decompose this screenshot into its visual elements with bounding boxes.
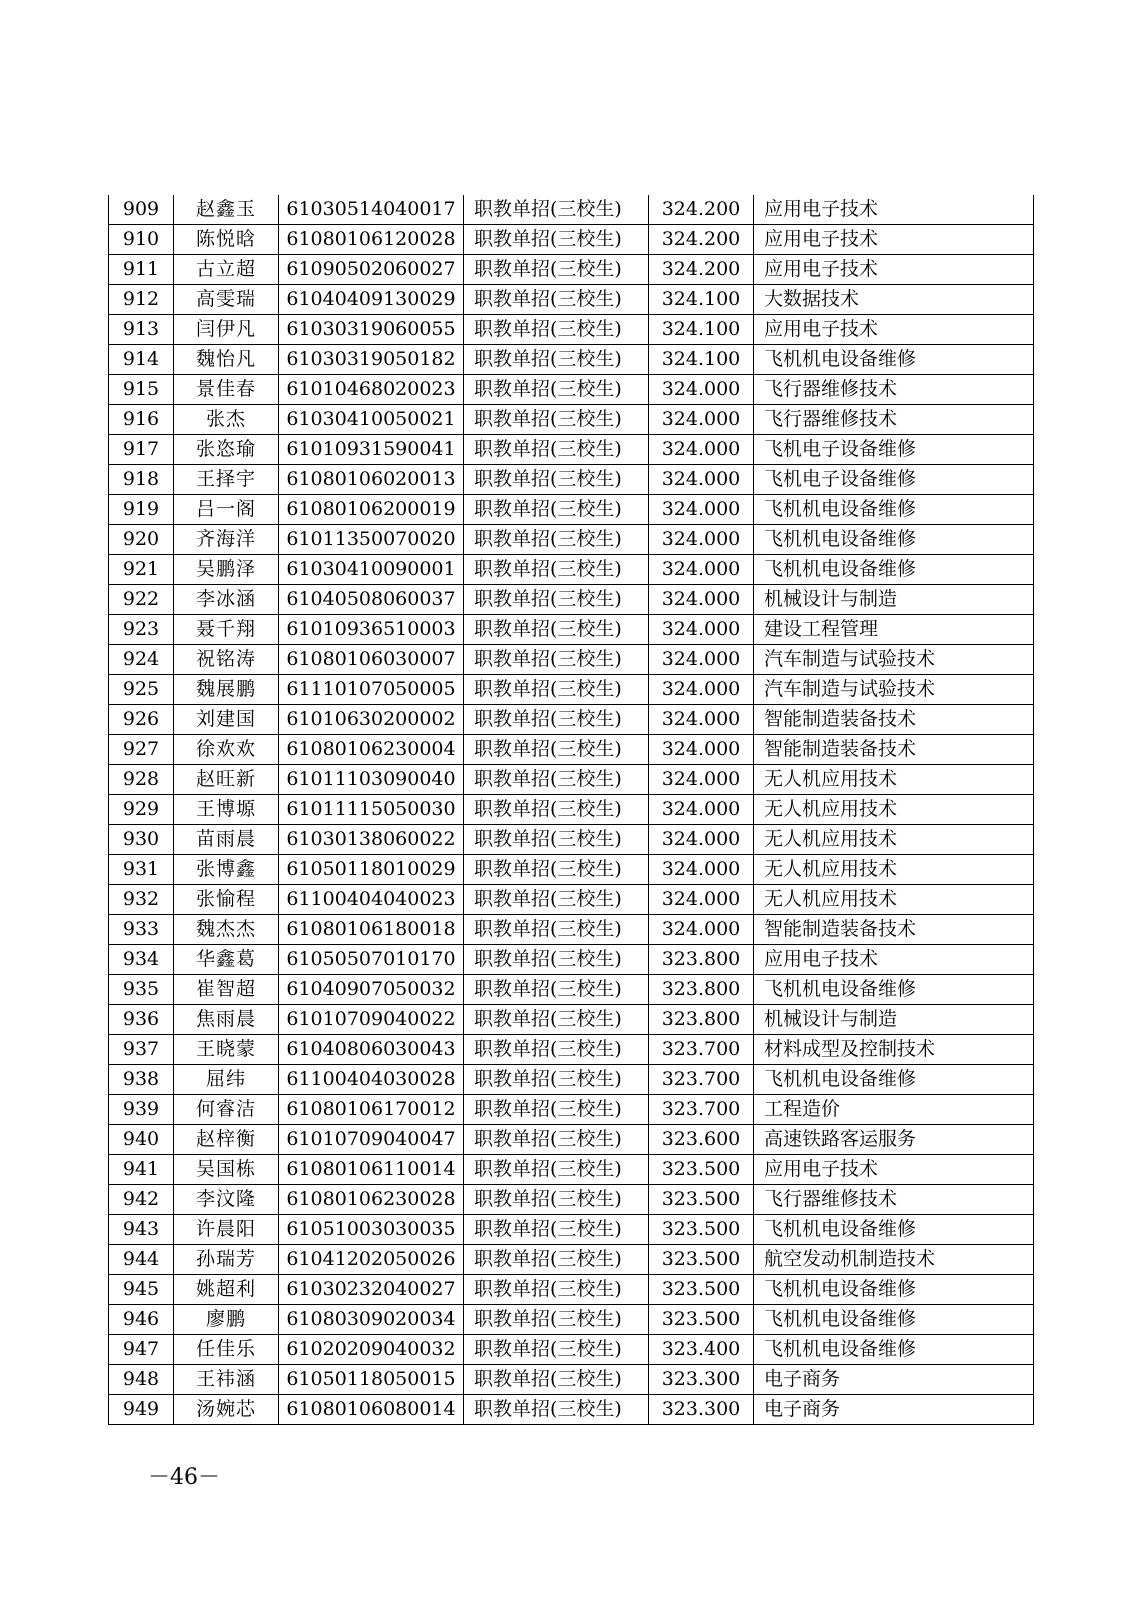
category-cell: 职教单招(三校生): [464, 765, 649, 795]
score-cell: 324.000: [649, 735, 754, 765]
major-cell: 机械设计与制造: [754, 585, 1034, 615]
name-cell: 华鑫葛: [174, 945, 279, 975]
category-cell: 职教单招(三校生): [464, 555, 649, 585]
exam-id-cell: 61011115050030: [279, 795, 464, 825]
name-cell: 吴国栋: [174, 1155, 279, 1185]
name-cell: 焦雨晨: [174, 1005, 279, 1035]
exam-id-cell: 61080106200019: [279, 495, 464, 525]
major-cell: 无人机应用技术: [754, 795, 1034, 825]
major-cell: 飞机电子设备维修: [754, 465, 1034, 495]
roster-body: [109, 195, 1034, 1425]
major-cell: 工程造价: [754, 1095, 1034, 1125]
category-cell: 职教单招(三校生): [464, 825, 649, 855]
exam-id-cell: 61030138060022: [279, 825, 464, 855]
exam-id-cell: 61041202050026: [279, 1245, 464, 1275]
exam-id-cell: 61090502060027: [279, 255, 464, 285]
exam-id-cell: 61080106110014: [279, 1155, 464, 1185]
rank-cell: 937: [109, 1035, 174, 1065]
category-cell: 职教单招(三校生): [464, 1275, 649, 1305]
major-cell: 飞机机电设备维修: [754, 345, 1034, 375]
score-cell: 323.700: [649, 1065, 754, 1095]
score-cell: 324.100: [649, 315, 754, 345]
name-cell: 张恣瑜: [174, 435, 279, 465]
major-cell: 无人机应用技术: [754, 855, 1034, 885]
category-cell: 职教单招(三校生): [464, 645, 649, 675]
name-cell: 何睿洁: [174, 1095, 279, 1125]
table-row: [109, 1395, 1034, 1425]
rank-cell: 925: [109, 675, 174, 705]
category-cell: 职教单招(三校生): [464, 945, 649, 975]
category-cell: 职教单招(三校生): [464, 1095, 649, 1125]
exam-id-cell: 61110107050005: [279, 675, 464, 705]
major-cell: 汽车制造与试验技术: [754, 675, 1034, 705]
major-cell: 飞机机电设备维修: [754, 975, 1034, 1005]
score-cell: 324.200: [649, 195, 754, 225]
major-cell: 飞行器维修技术: [754, 375, 1034, 405]
score-cell: 323.800: [649, 975, 754, 1005]
exam-id-cell: 61030232040027: [279, 1275, 464, 1305]
table-row: [109, 1305, 1034, 1335]
exam-id-cell: 61051003030035: [279, 1215, 464, 1245]
exam-id-cell: 61010630200002: [279, 705, 464, 735]
exam-id-cell: 61011350070020: [279, 525, 464, 555]
rank-cell: 927: [109, 735, 174, 765]
name-cell: 赵旺新: [174, 765, 279, 795]
category-cell: 职教单招(三校生): [464, 1395, 649, 1425]
major-cell: 应用电子技术: [754, 195, 1034, 225]
rank-cell: 924: [109, 645, 174, 675]
table-row: [109, 1005, 1034, 1035]
name-cell: 赵鑫玉: [174, 195, 279, 225]
category-cell: 职教单招(三校生): [464, 195, 649, 225]
table-row: [109, 435, 1034, 465]
rank-cell: 945: [109, 1275, 174, 1305]
major-cell: 电子商务: [754, 1365, 1034, 1395]
score-cell: 324.100: [649, 285, 754, 315]
major-cell: 应用电子技术: [754, 255, 1034, 285]
table-row: [109, 1245, 1034, 1275]
name-cell: 张杰: [174, 405, 279, 435]
category-cell: 职教单招(三校生): [464, 345, 649, 375]
rank-cell: 935: [109, 975, 174, 1005]
score-cell: 323.700: [649, 1095, 754, 1125]
category-cell: 职教单招(三校生): [464, 615, 649, 645]
score-cell: 324.000: [649, 915, 754, 945]
category-cell: 职教单招(三校生): [464, 795, 649, 825]
name-cell: 吴鹏泽: [174, 555, 279, 585]
name-cell: 许晨阳: [174, 1215, 279, 1245]
major-cell: 建设工程管理: [754, 615, 1034, 645]
score-cell: 324.000: [649, 495, 754, 525]
major-cell: 航空发动机制造技术: [754, 1245, 1034, 1275]
exam-id-cell: 61040806030043: [279, 1035, 464, 1065]
table-row: [109, 825, 1034, 855]
score-cell: 323.500: [649, 1245, 754, 1275]
score-cell: 323.800: [649, 1005, 754, 1035]
name-cell: 王晓蒙: [174, 1035, 279, 1065]
exam-id-cell: 61010709040047: [279, 1125, 464, 1155]
rank-cell: 918: [109, 465, 174, 495]
major-cell: 飞机机电设备维修: [754, 1215, 1034, 1245]
major-cell: 飞行器维修技术: [754, 1185, 1034, 1215]
rank-cell: 920: [109, 525, 174, 555]
table-row: [109, 675, 1034, 705]
exam-id-cell: 61030410050021: [279, 405, 464, 435]
major-cell: 飞机机电设备维修: [754, 1335, 1034, 1365]
name-cell: 魏杰杰: [174, 915, 279, 945]
score-cell: 324.000: [649, 825, 754, 855]
exam-id-cell: 61040907050032: [279, 975, 464, 1005]
name-cell: 姚超利: [174, 1275, 279, 1305]
table-row: [109, 315, 1034, 345]
score-cell: 324.000: [649, 405, 754, 435]
rank-cell: 936: [109, 1005, 174, 1035]
category-cell: 职教单招(三校生): [464, 375, 649, 405]
rank-cell: 944: [109, 1245, 174, 1275]
exam-id-cell: 61030410090001: [279, 555, 464, 585]
rank-cell: 934: [109, 945, 174, 975]
name-cell: 王博塬: [174, 795, 279, 825]
major-cell: 应用电子技术: [754, 945, 1034, 975]
name-cell: 汤婉芯: [174, 1395, 279, 1425]
name-cell: 祝铭涛: [174, 645, 279, 675]
name-cell: 李汶隆: [174, 1185, 279, 1215]
score-cell: 324.000: [649, 675, 754, 705]
rank-cell: 949: [109, 1395, 174, 1425]
score-cell: 324.000: [649, 435, 754, 465]
score-cell: 323.600: [649, 1125, 754, 1155]
major-cell: 飞机机电设备维修: [754, 1305, 1034, 1335]
exam-id-cell: 61030319050182: [279, 345, 464, 375]
score-cell: 323.400: [649, 1335, 754, 1365]
table-row: [109, 1155, 1034, 1185]
table-row: [109, 405, 1034, 435]
category-cell: 职教单招(三校生): [464, 705, 649, 735]
major-cell: 应用电子技术: [754, 315, 1034, 345]
table-row: [109, 285, 1034, 315]
score-cell: 324.000: [649, 885, 754, 915]
category-cell: 职教单招(三校生): [464, 435, 649, 465]
score-cell: 323.300: [649, 1395, 754, 1425]
major-cell: 应用电子技术: [754, 225, 1034, 255]
score-cell: 324.200: [649, 225, 754, 255]
rank-cell: 911: [109, 255, 174, 285]
name-cell: 崔智超: [174, 975, 279, 1005]
score-cell: 324.000: [649, 555, 754, 585]
name-cell: 王择宇: [174, 465, 279, 495]
score-cell: 324.000: [649, 645, 754, 675]
rank-cell: 931: [109, 855, 174, 885]
exam-id-cell: 61080106230004: [279, 735, 464, 765]
major-cell: 飞机电子设备维修: [754, 435, 1034, 465]
category-cell: 职教单招(三校生): [464, 735, 649, 765]
exam-id-cell: 61050118010029: [279, 855, 464, 885]
major-cell: 电子商务: [754, 1395, 1034, 1425]
table-row: [109, 375, 1034, 405]
rank-cell: 919: [109, 495, 174, 525]
rank-cell: 941: [109, 1155, 174, 1185]
name-cell: 刘建国: [174, 705, 279, 735]
rank-cell: 948: [109, 1365, 174, 1395]
rank-cell: 913: [109, 315, 174, 345]
score-cell: 324.000: [649, 795, 754, 825]
exam-id-cell: 61080106170012: [279, 1095, 464, 1125]
table-row: [109, 555, 1034, 585]
rank-cell: 910: [109, 225, 174, 255]
rank-cell: 932: [109, 885, 174, 915]
rank-cell: 940: [109, 1125, 174, 1155]
exam-id-cell: 61080106030007: [279, 645, 464, 675]
score-cell: 323.800: [649, 945, 754, 975]
major-cell: 智能制造装备技术: [754, 915, 1034, 945]
exam-id-cell: 61040508060037: [279, 585, 464, 615]
category-cell: 职教单招(三校生): [464, 855, 649, 885]
name-cell: 景佳春: [174, 375, 279, 405]
name-cell: 张博鑫: [174, 855, 279, 885]
score-cell: 324.000: [649, 465, 754, 495]
category-cell: 职教单招(三校生): [464, 405, 649, 435]
category-cell: 职教单招(三校生): [464, 1305, 649, 1335]
category-cell: 职教单招(三校生): [464, 225, 649, 255]
major-cell: 智能制造装备技术: [754, 735, 1034, 765]
category-cell: 职教单招(三校生): [464, 465, 649, 495]
score-cell: 324.000: [649, 525, 754, 555]
category-cell: 职教单招(三校生): [464, 1065, 649, 1095]
score-cell: 323.700: [649, 1035, 754, 1065]
category-cell: 职教单招(三校生): [464, 495, 649, 525]
exam-id-cell: 61080106080014: [279, 1395, 464, 1425]
table-row: [109, 735, 1034, 765]
rank-cell: 926: [109, 705, 174, 735]
name-cell: 任佳乐: [174, 1335, 279, 1365]
exam-id-cell: 61080106120028: [279, 225, 464, 255]
table-row: [109, 915, 1034, 945]
admission-roster-table: [108, 195, 1034, 1425]
table-row: [109, 1065, 1034, 1095]
major-cell: 飞机机电设备维修: [754, 1275, 1034, 1305]
name-cell: 赵梓衡: [174, 1125, 279, 1155]
score-cell: 324.000: [649, 615, 754, 645]
score-cell: 324.000: [649, 765, 754, 795]
name-cell: 屈纬: [174, 1065, 279, 1095]
name-cell: 吕一阁: [174, 495, 279, 525]
category-cell: 职教单招(三校生): [464, 285, 649, 315]
exam-id-cell: 61080106230028: [279, 1185, 464, 1215]
category-cell: 职教单招(三校生): [464, 255, 649, 285]
exam-id-cell: 61030514040017: [279, 195, 464, 225]
name-cell: 张愉程: [174, 885, 279, 915]
score-cell: 324.000: [649, 585, 754, 615]
rank-cell: 942: [109, 1185, 174, 1215]
major-cell: 大数据技术: [754, 285, 1034, 315]
exam-id-cell: 61040409130029: [279, 285, 464, 315]
table-row: [109, 945, 1034, 975]
table-row: [109, 585, 1034, 615]
name-cell: 闫伊凡: [174, 315, 279, 345]
score-cell: 324.100: [649, 345, 754, 375]
exam-id-cell: 61010931590041: [279, 435, 464, 465]
name-cell: 李冰涵: [174, 585, 279, 615]
major-cell: 飞机机电设备维修: [754, 555, 1034, 585]
major-cell: 飞机机电设备维修: [754, 1065, 1034, 1095]
rank-cell: 943: [109, 1215, 174, 1245]
score-cell: 323.500: [649, 1275, 754, 1305]
rank-cell: 947: [109, 1335, 174, 1365]
exam-id-cell: 61030319060055: [279, 315, 464, 345]
table-row: [109, 1275, 1034, 1305]
rank-cell: 939: [109, 1095, 174, 1125]
category-cell: 职教单招(三校生): [464, 585, 649, 615]
score-cell: 324.000: [649, 375, 754, 405]
name-cell: 古立超: [174, 255, 279, 285]
category-cell: 职教单招(三校生): [464, 915, 649, 945]
table-row: [109, 615, 1034, 645]
score-cell: 324.000: [649, 705, 754, 735]
category-cell: 职教单招(三校生): [464, 885, 649, 915]
exam-id-cell: 61050507010170: [279, 945, 464, 975]
major-cell: 飞行器维修技术: [754, 405, 1034, 435]
exam-id-cell: 61010468020023: [279, 375, 464, 405]
table-row: [109, 495, 1034, 525]
rank-cell: 933: [109, 915, 174, 945]
rank-cell: 929: [109, 795, 174, 825]
table-row: [109, 1185, 1034, 1215]
name-cell: 徐欢欢: [174, 735, 279, 765]
table-row: [109, 345, 1034, 375]
table-row: [109, 1365, 1034, 1395]
rank-cell: 946: [109, 1305, 174, 1335]
category-cell: 职教单招(三校生): [464, 1005, 649, 1035]
table-row: [109, 465, 1034, 495]
table-row: [109, 795, 1034, 825]
rank-cell: 914: [109, 345, 174, 375]
table-row: [109, 255, 1034, 285]
score-cell: 323.300: [649, 1365, 754, 1395]
major-cell: 材料成型及控制技术: [754, 1035, 1034, 1065]
exam-id-cell: 61011103090040: [279, 765, 464, 795]
rank-cell: 928: [109, 765, 174, 795]
major-cell: 无人机应用技术: [754, 765, 1034, 795]
exam-id-cell: 61080106180018: [279, 915, 464, 945]
major-cell: 应用电子技术: [754, 1155, 1034, 1185]
table-row: [109, 225, 1034, 255]
score-cell: 323.500: [649, 1185, 754, 1215]
category-cell: 职教单招(三校生): [464, 675, 649, 705]
rank-cell: 915: [109, 375, 174, 405]
rank-cell: 912: [109, 285, 174, 315]
category-cell: 职教单招(三校生): [464, 1125, 649, 1155]
exam-id-cell: 61080309020034: [279, 1305, 464, 1335]
exam-id-cell: 61100404030028: [279, 1065, 464, 1095]
major-cell: 智能制造装备技术: [754, 705, 1034, 735]
score-cell: 323.500: [649, 1305, 754, 1335]
rank-cell: 909: [109, 195, 174, 225]
rank-cell: 938: [109, 1065, 174, 1095]
name-cell: 齐海洋: [174, 525, 279, 555]
rank-cell: 930: [109, 825, 174, 855]
score-cell: 324.000: [649, 855, 754, 885]
table-row: [109, 645, 1034, 675]
exam-id-cell: 61080106020013: [279, 465, 464, 495]
table-row: [109, 705, 1034, 735]
category-cell: 职教单招(三校生): [464, 1155, 649, 1185]
exam-id-cell: 61100404040023: [279, 885, 464, 915]
score-cell: 323.500: [649, 1215, 754, 1245]
name-cell: 孙瑞芳: [174, 1245, 279, 1275]
exam-id-cell: 61010709040022: [279, 1005, 464, 1035]
table-row: [109, 525, 1034, 555]
exam-id-cell: 61020209040032: [279, 1335, 464, 1365]
table-row: [109, 765, 1034, 795]
category-cell: 职教单招(三校生): [464, 525, 649, 555]
name-cell: 魏怡凡: [174, 345, 279, 375]
name-cell: 王祎涵: [174, 1365, 279, 1395]
category-cell: 职教单招(三校生): [464, 1335, 649, 1365]
name-cell: 魏展鹏: [174, 675, 279, 705]
rank-cell: 916: [109, 405, 174, 435]
table-row: [109, 855, 1034, 885]
table-row: [109, 1335, 1034, 1365]
name-cell: 聂千翔: [174, 615, 279, 645]
exam-id-cell: 61050118050015: [279, 1365, 464, 1395]
major-cell: 无人机应用技术: [754, 825, 1034, 855]
table-row: [109, 1035, 1034, 1065]
major-cell: 汽车制造与试验技术: [754, 645, 1034, 675]
page-number: －46－: [148, 1465, 220, 1490]
table-row: [109, 1125, 1034, 1155]
table-row: [109, 195, 1034, 225]
score-cell: 323.500: [649, 1155, 754, 1185]
rank-cell: 923: [109, 615, 174, 645]
table-row: [109, 1215, 1034, 1245]
name-cell: 高雯瑞: [174, 285, 279, 315]
table-row: [109, 975, 1034, 1005]
rank-cell: 917: [109, 435, 174, 465]
major-cell: 飞机机电设备维修: [754, 525, 1034, 555]
rank-cell: 921: [109, 555, 174, 585]
major-cell: 飞机机电设备维修: [754, 495, 1034, 525]
name-cell: 陈悦晗: [174, 225, 279, 255]
table-row: [109, 885, 1034, 915]
major-cell: 无人机应用技术: [754, 885, 1034, 915]
category-cell: 职教单招(三校生): [464, 1215, 649, 1245]
name-cell: 苗雨晨: [174, 825, 279, 855]
category-cell: 职教单招(三校生): [464, 1245, 649, 1275]
exam-id-cell: 61010936510003: [279, 615, 464, 645]
category-cell: 职教单招(三校生): [464, 1035, 649, 1065]
category-cell: 职教单招(三校生): [464, 975, 649, 1005]
table-row: [109, 1095, 1034, 1125]
major-cell: 高速铁路客运服务: [754, 1125, 1034, 1155]
score-cell: 324.200: [649, 255, 754, 285]
major-cell: 机械设计与制造: [754, 1005, 1034, 1035]
category-cell: 职教单招(三校生): [464, 315, 649, 345]
category-cell: 职教单招(三校生): [464, 1365, 649, 1395]
category-cell: 职教单招(三校生): [464, 1185, 649, 1215]
name-cell: 廖鹏: [174, 1305, 279, 1335]
rank-cell: 922: [109, 585, 174, 615]
